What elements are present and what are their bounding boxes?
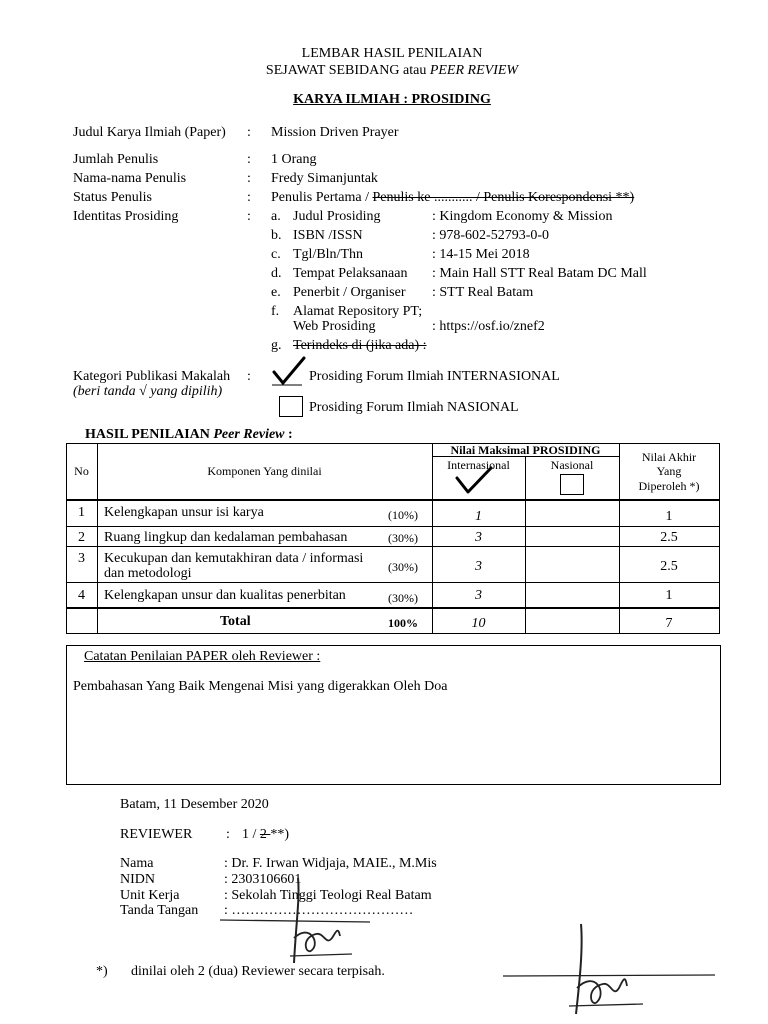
table-row-int: 3 — [475, 530, 482, 545]
nasional-checkbox[interactable] — [560, 474, 584, 495]
reviewer-nidn-value: : 2303106601 — [224, 872, 302, 887]
footnote-marker: *) — [96, 964, 108, 979]
nama-value: Fredy Simanjuntak — [271, 171, 378, 186]
identitas-letter: c. — [271, 247, 281, 262]
reviewer-unit-label: Unit Kerja — [120, 888, 180, 903]
identitas-item-label: Judul Prosiding — [293, 209, 381, 224]
table-row-no: 3 — [78, 551, 85, 566]
identitas-letter: d. — [271, 266, 282, 281]
table-row-komponen: Ruang lingkup dan kedalaman pembahasan — [104, 530, 348, 545]
reviewer-nama-label: Nama — [120, 856, 154, 871]
hasil-heading: HASIL PENILAIAN Peer Review : — [85, 427, 293, 442]
doc-subtitle: KARYA ILMIAH : PROSIDING — [293, 92, 491, 107]
colon: : — [247, 125, 251, 140]
total-label: Total — [220, 614, 251, 629]
handwritten-signature — [503, 918, 718, 1018]
table-row-persen: (30%) — [388, 560, 418, 574]
identitas-item-label: Alamat Repository PT; — [293, 304, 423, 319]
colon: : — [247, 152, 251, 167]
kategori-hint: (beri tanda √ yang dipilih) — [73, 384, 223, 399]
table-row-komponen: Kelengkapan unsur isi karya — [104, 505, 264, 520]
col-header-nilai-maksimal: Nilai Maksimal PROSIDING — [450, 443, 601, 457]
table-row-komponen-2: dan metodologi — [104, 566, 192, 581]
doc-title-line1: LEMBAR HASIL PENILAIAN — [301, 46, 483, 61]
identitas-letter: g. — [271, 338, 282, 353]
judul-label: Judul Karya Ilmiah (Paper) — [73, 125, 226, 140]
table-row-komponen: Kelengkapan unsur dan kualitas penerbitan — [104, 588, 346, 603]
kategori-option-internasional: Prosiding Forum Ilmiah INTERNASIONAL — [309, 369, 560, 384]
col-header-akhir-2: Yang — [656, 464, 682, 478]
catatan-box — [66, 645, 721, 785]
table-row-persen: (30%) — [388, 591, 418, 605]
status-label: Status Penulis — [73, 190, 152, 205]
col-header-komponen: Komponen Yang dinilai — [207, 464, 322, 478]
colon: : — [247, 369, 251, 384]
catatan-text: Pembahasan Yang Baik Mengenai Misi yang digerakkan Oleh Doa — [73, 679, 448, 694]
table-row-persen: (10%) — [388, 508, 418, 522]
jumlah-label: Jumlah Penulis — [73, 152, 159, 167]
footnote-text: dinilai oleh 2 (dua) Reviewer secara terpisah. — [131, 964, 385, 979]
colon: : — [247, 190, 251, 205]
judul-value: Mission Driven Prayer — [271, 125, 399, 140]
table-row-akhir: 1 — [665, 588, 673, 603]
kategori-label: Kategori Publikasi Makalah — [73, 369, 231, 384]
identitas-item-value: : STT Real Batam — [432, 285, 534, 300]
table-row-persen: (30%) — [388, 531, 418, 545]
col-header-akhir-1: Nilai Akhir — [641, 450, 697, 464]
identitas-letter: a. — [271, 209, 281, 224]
identitas-item-label: ISBN /ISSN — [293, 228, 363, 243]
reviewer-label: REVIEWER — [120, 827, 193, 842]
reviewer-ttd-label: Tanda Tangan — [120, 903, 199, 918]
identitas-item-value: : 14-15 Mei 2018 — [432, 247, 530, 262]
colon: : — [226, 827, 230, 842]
check-mark-icon — [455, 466, 495, 496]
jumlah-value: 1 Orang — [271, 152, 317, 167]
identitas-item-label2: Web Prosiding — [293, 319, 376, 334]
table-row-int: 3 — [475, 559, 482, 574]
catatan-heading: Catatan Penilaian PAPER oleh Reviewer : — [84, 649, 321, 664]
total-int: 10 — [471, 616, 486, 631]
table-row-no: 2 — [78, 530, 85, 545]
identitas-item-label: Tempat Pelaksanaan — [293, 266, 408, 281]
reviewer-nidn-label: NIDN — [120, 872, 155, 887]
table-row-int: 1 — [475, 509, 482, 524]
identitas-item-label: Penerbit / Organiser — [293, 285, 406, 300]
kategori-option-nasional: Prosiding Forum Ilmiah NASIONAL — [309, 400, 519, 415]
identitas-letter: e. — [271, 285, 281, 300]
col-header-no: No — [74, 464, 89, 478]
identitas-item-label: Terindeks di (jika ada) : — [293, 338, 427, 353]
doc-title-line2: SEJAWAT SEBIDANG atau PEER REVIEW — [265, 63, 519, 78]
total-persen: 100% — [388, 616, 418, 630]
identitas-item-value: : 978-602-52793-0-0 — [432, 228, 550, 243]
reviewer-unit-value: : Sekolah Tinggi Teologi Real Batam — [224, 888, 432, 903]
sign-date: Batam, 11 Desember 2020 — [120, 797, 269, 812]
reviewer-value: 1 / 2 **) — [242, 827, 290, 842]
status-value: Penulis Pertama / Penulis ke ........... / Penulis Korespondensi **) — [271, 190, 635, 205]
col-header-internasional: Internasional — [447, 458, 510, 469]
colon: : — [247, 209, 251, 224]
identitas-letter: b. — [271, 228, 282, 243]
colon: : — [247, 171, 251, 186]
col-header-nasional: Nasional — [550, 458, 594, 472]
nama-label: Nama-nama Penulis — [73, 171, 187, 186]
table-row-akhir: 1 — [665, 509, 673, 524]
kategori-nasional-checkbox[interactable] — [279, 396, 303, 417]
identitas-item-value: : https://osf.io/znef2 — [432, 319, 545, 334]
reviewer-ttd-value: : ………………………………… — [224, 903, 414, 918]
reviewer-nama-value: : Dr. F. Irwan Widjaja, MAIE., M.Mis — [224, 856, 437, 871]
check-mark-icon — [272, 356, 306, 386]
table-row-int: 3 — [475, 588, 482, 603]
identitas-item-value: : Kingdom Economy & Mission — [432, 209, 613, 224]
handwritten-signature — [220, 868, 400, 968]
table-row-no: 1 — [78, 505, 85, 520]
identitas-label: Identitas Prosiding — [73, 209, 179, 224]
total-akhir: 7 — [665, 616, 673, 631]
table-row-no: 4 — [78, 588, 85, 603]
table-row-akhir: 2.5 — [660, 530, 678, 545]
col-header-akhir-3: Diperoleh *) — [638, 479, 700, 493]
identitas-item-value: : Main Hall STT Real Batam DC Mall — [432, 266, 647, 281]
identitas-letter: f. — [271, 304, 280, 319]
table-row-akhir: 2.5 — [660, 559, 678, 574]
table-row-komponen: Kecukupan dan kemutakhiran data / informasi — [104, 551, 364, 566]
identitas-item-label: Tgl/Bln/Thn — [293, 247, 363, 262]
